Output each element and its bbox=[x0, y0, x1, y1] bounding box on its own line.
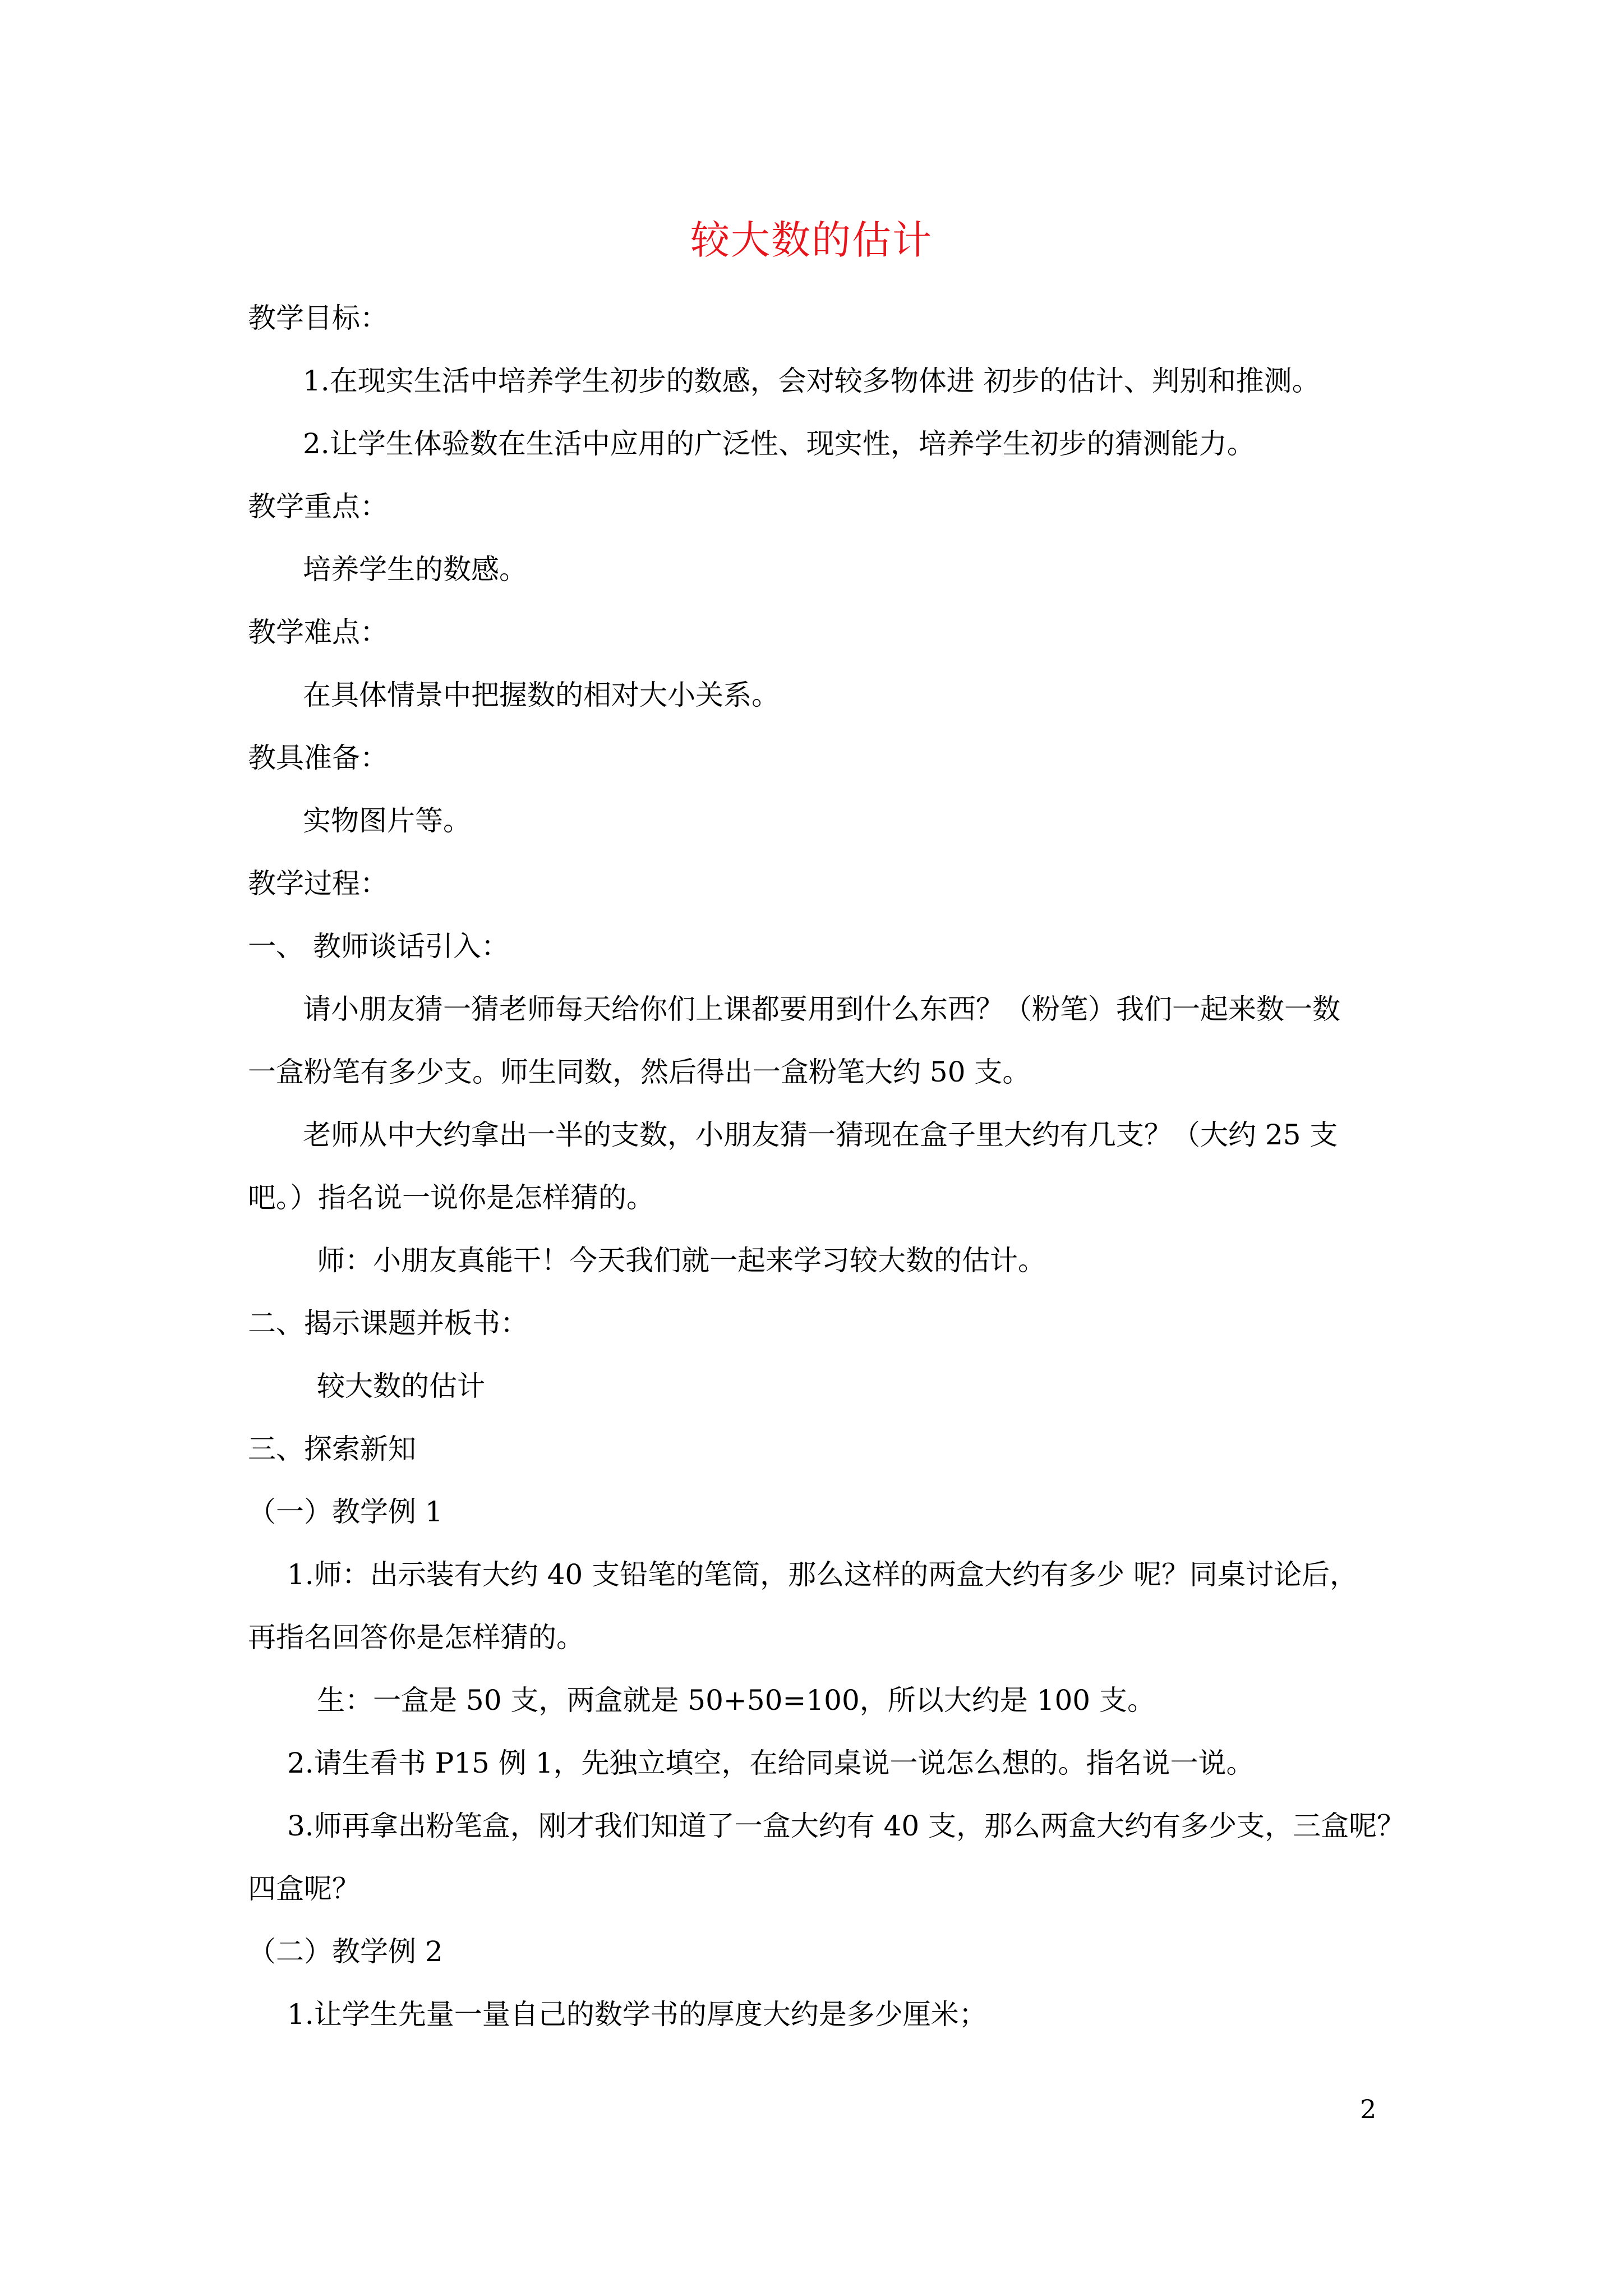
board-title: 较大数的估计 bbox=[317, 1370, 485, 1402]
paragraph-line: 老师从中大约拿出一半的支数，小朋友猜一猜现在盒子里大约有几支？（大约 25 支 bbox=[303, 1119, 1338, 1151]
objective-2: 2.让学生体验数在生活中应用的广泛性、现实性，培养学生初步的猜测能力。 bbox=[303, 427, 1255, 460]
paragraph-line: 1.师：出示装有大约 40 支铅笔的笔筒，那么这样的两盒大约有多少 呢？同桌讨论后， bbox=[287, 1558, 1358, 1591]
paragraph-line: 生：一盒是 50 支，两盒就是 50+50=100，所以大约是 100 支。 bbox=[317, 1684, 1155, 1717]
paragraph-line: 2.请生看书 P15 例 1，先独立填空，在给同桌说一说怎么想的。指名说一说。 bbox=[287, 1747, 1255, 1779]
section-1-heading: 一、 教师谈话引入： bbox=[248, 930, 509, 963]
page-title: 较大数的估计 bbox=[690, 217, 933, 263]
key-point-text: 培养学生的数感。 bbox=[303, 553, 527, 586]
paragraph-line: 吧。）指名说一说你是怎样猜的。 bbox=[248, 1181, 654, 1214]
heading-difficulties: 教学难点： bbox=[248, 616, 388, 648]
paragraph-line: 师：小朋友真能干！今天我们就一起来学习较大数的估计。 bbox=[317, 1244, 1046, 1277]
paragraph-line: 四盒呢？ bbox=[248, 1872, 360, 1905]
paragraph-line: 请小朋友猜一猜老师每天给你们上课都要用到什么东西？（粉笔）我们一起来数一数 bbox=[303, 993, 1340, 1025]
heading-key-points: 教学重点： bbox=[248, 490, 388, 523]
difficulty-text: 在具体情景中把握数的相对大小关系。 bbox=[303, 679, 780, 711]
heading-materials: 教具准备： bbox=[248, 742, 388, 774]
paragraph-line: 1.让学生先量一量自己的数学书的厚度大约是多少厘米； bbox=[287, 1998, 987, 2031]
paragraph-line: 3.师再拿出粉笔盒，刚才我们知道了一盒大约有 40 支，那么两盒大约有多少支，三盒呢？ bbox=[287, 1810, 1405, 1842]
section-3-heading: 三、探索新知 bbox=[248, 1433, 416, 1465]
section-2-heading: 二、揭示课题并板书： bbox=[248, 1307, 528, 1340]
materials-text: 实物图片等。 bbox=[303, 804, 471, 837]
subsection-example-2: （二）教学例 2 bbox=[248, 1935, 443, 1968]
page-number: 2 bbox=[1360, 2094, 1377, 2124]
objective-1: 1.在现实生活中培养学生初步的数感，会对较多物体进 初步的估计、判别和推测。 bbox=[303, 365, 1320, 397]
subsection-example-1: （一）教学例 1 bbox=[248, 1496, 443, 1528]
paragraph-line: 再指名回答你是怎样猜的。 bbox=[248, 1621, 584, 1654]
paragraph-line: 一盒粉笔有多少支。师生同数，然后得出一盒粉笔大约 50 支。 bbox=[248, 1056, 1031, 1088]
heading-objectives: 教学目标： bbox=[248, 302, 388, 334]
heading-process: 教学过程： bbox=[248, 867, 388, 900]
